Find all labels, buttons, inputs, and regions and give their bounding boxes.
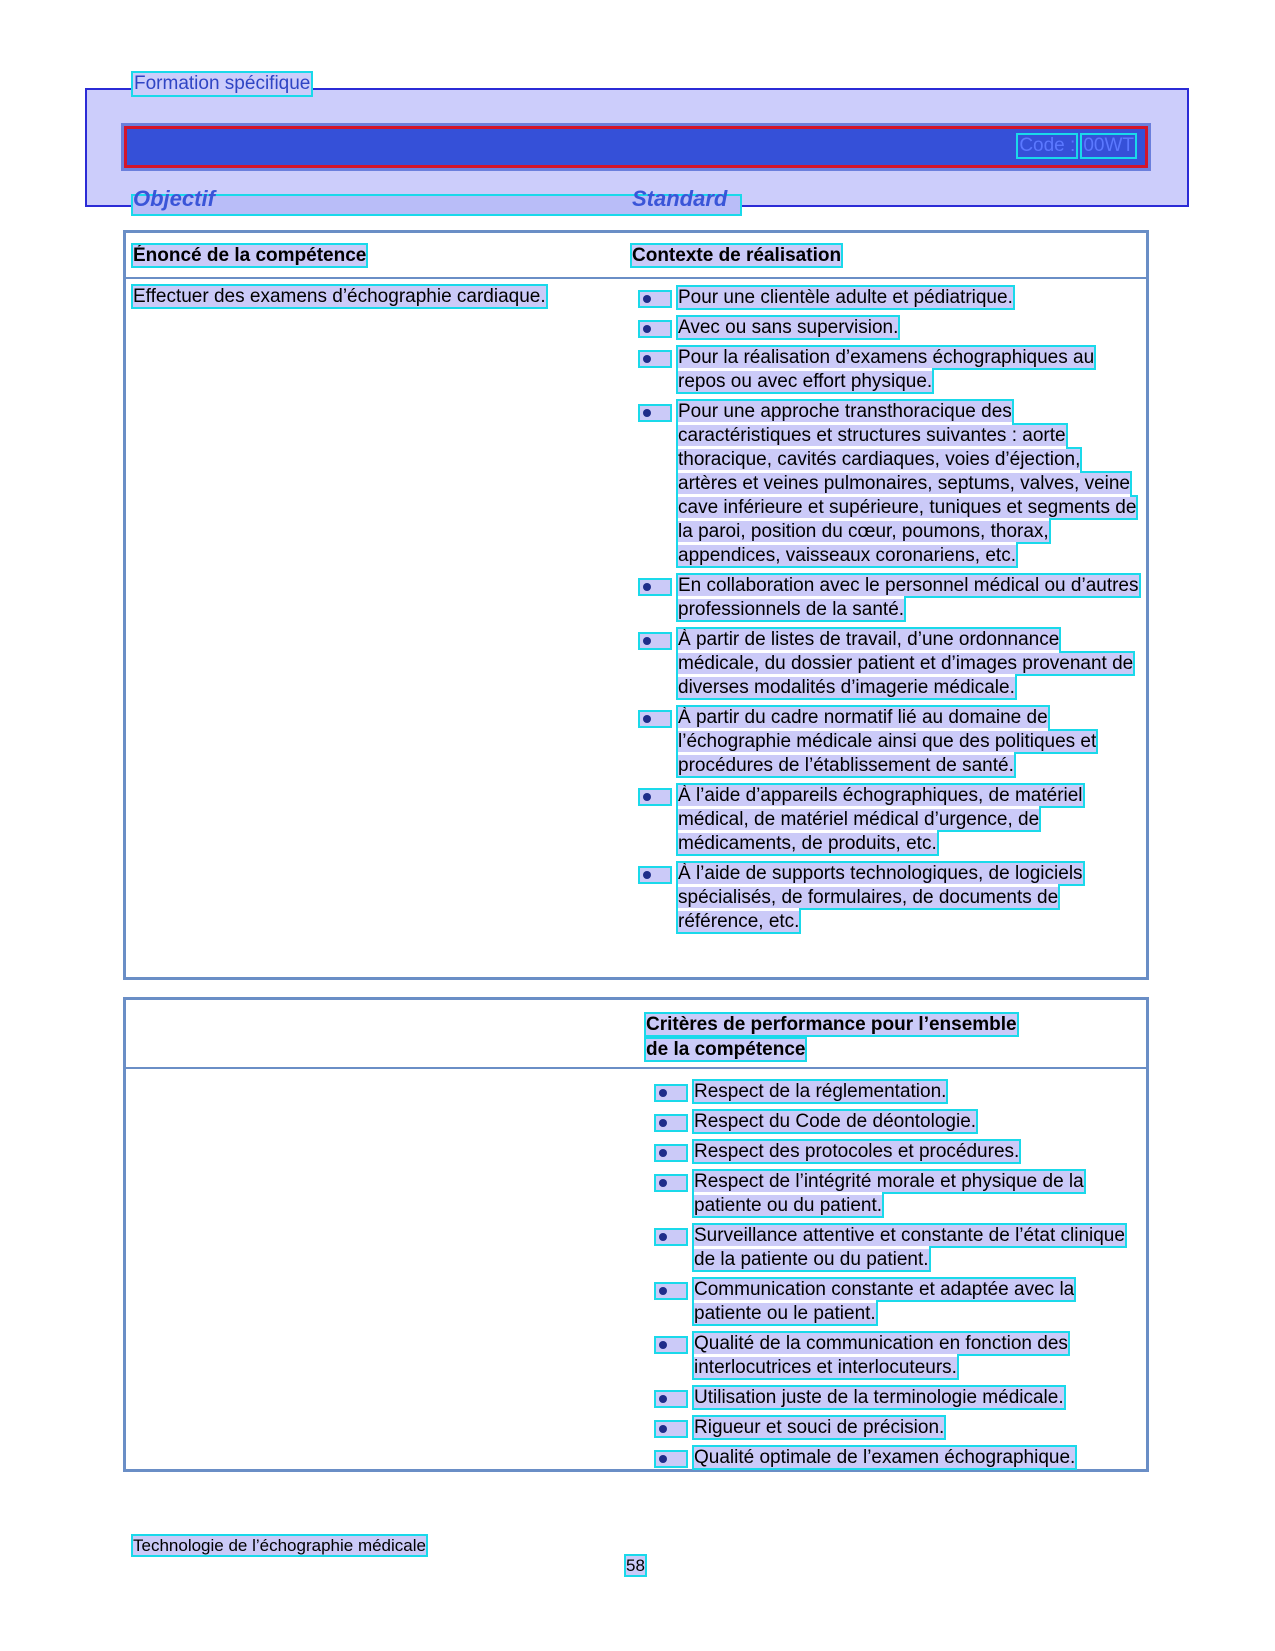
criteria-list — [656, 1080, 1126, 1476]
list-item: À partir du cadre normatif lié au domaine de l’échographie médicale ainsi que des politiques et procédures de l’établissement de santé. — [640, 706, 1140, 778]
bullet-icon — [656, 1230, 686, 1244]
bullet-icon — [656, 1338, 686, 1352]
list-item: Pour la réalisation d’examens échographiques au repos ou avec effort physique. — [640, 346, 1140, 394]
list-item: À partir de listes de travail, d’une ordonnance médicale, du dossier patient et d’images provenant de diverses modalités d’imagerie médicale. — [640, 628, 1140, 700]
objectif-heading: Objectif — [133, 186, 215, 211]
bullet-icon — [656, 1284, 686, 1298]
bullet-icon — [656, 1146, 686, 1160]
list-item: Respect du Code de déontologie. — [656, 1110, 1126, 1134]
bullet-icon — [640, 580, 670, 594]
list-item: Utilisation juste de la terminologie médicale. — [656, 1386, 1126, 1410]
section-title: Formation spécifique — [134, 73, 311, 94]
competence-statement: Effectuer des examens d’échographie cardiaque. — [133, 286, 546, 307]
list-item: Pour une clientèle adulte et pédiatrique. — [640, 286, 1140, 310]
course-code — [1018, 135, 1135, 157]
contexte-header: Contexte de réalisation — [632, 245, 842, 266]
standard-heading: Standard — [632, 186, 728, 211]
header-rule — [126, 277, 1146, 279]
list-item: À l’aide d’appareils échographiques, de matériel médical, de matériel médical d’urgence, de médicaments, de produits, etc. — [640, 784, 1140, 856]
bullet-icon — [656, 1422, 686, 1436]
list-item: Qualité de la communication en fonction des interlocutrices et interlocuteurs. — [656, 1332, 1126, 1380]
list-item: Surveillance attentive et constante de l’état clinique de la patiente ou du patient. — [656, 1224, 1126, 1272]
bullet-icon — [656, 1392, 686, 1406]
code-label: Code : — [1019, 135, 1076, 156]
page-number: 58 — [626, 1556, 645, 1575]
enonce-header: Énoncé de la compétence — [133, 245, 367, 266]
bullet-icon — [656, 1086, 686, 1100]
list-item: Rigueur et souci de précision. — [656, 1416, 1126, 1440]
bullet-icon — [640, 712, 670, 726]
bullet-icon — [640, 634, 670, 648]
list-item: Avec ou sans supervision. — [640, 316, 1140, 340]
bullet-icon — [640, 322, 670, 336]
list-item: À l’aide de supports technologiques, de logiciels spécialisés, de formulaires, de documents de référence, etc. — [640, 862, 1140, 934]
criteria-header: Critères de performance pour l’ensemble de la compétence — [646, 1014, 1017, 1060]
bullet-icon — [640, 406, 670, 420]
competence-table — [123, 230, 1149, 980]
list-item: Respect de la réglementation. — [656, 1080, 1126, 1104]
header-rule — [126, 1067, 1146, 1069]
criteria-table — [123, 997, 1149, 1472]
list-item: Respect de l’intégrité morale et physique de la patiente ou du patient. — [656, 1170, 1126, 1218]
list-item: Respect des protocoles et procédures. — [656, 1140, 1126, 1164]
list-item: Pour une approche transthoracique des caractéristiques et structures suivantes : aorte thoracique, cavités cardiaques, voies d’éjection, artères et veines pulmonaires, septums, valves, veine cave inférieure et supérieure, tuniques et segments de la paroi, position du cœur, poumons, thorax, appendices, vaisseaux coronariens, etc. — [640, 400, 1140, 568]
list-item: Qualité optimale de l’examen échographique. — [656, 1446, 1126, 1470]
list-item: Communication constante et adaptée avec la patiente ou le patient. — [656, 1278, 1126, 1326]
bullet-icon — [640, 352, 670, 366]
bullet-icon — [640, 292, 670, 306]
code-value: 00WT — [1083, 135, 1134, 156]
bullet-icon — [656, 1116, 686, 1130]
code-bar — [124, 126, 1148, 168]
bullet-icon — [656, 1176, 686, 1190]
bullet-icon — [640, 868, 670, 882]
list-item: En collaboration avec le personnel médical ou d’autres professionnels de la santé. — [640, 574, 1140, 622]
bullet-icon — [640, 790, 670, 804]
footer-program-title: Technologie de l’échographie médicale — [133, 1536, 426, 1555]
bullet-icon — [656, 1452, 686, 1466]
contexte-list — [640, 286, 1140, 940]
